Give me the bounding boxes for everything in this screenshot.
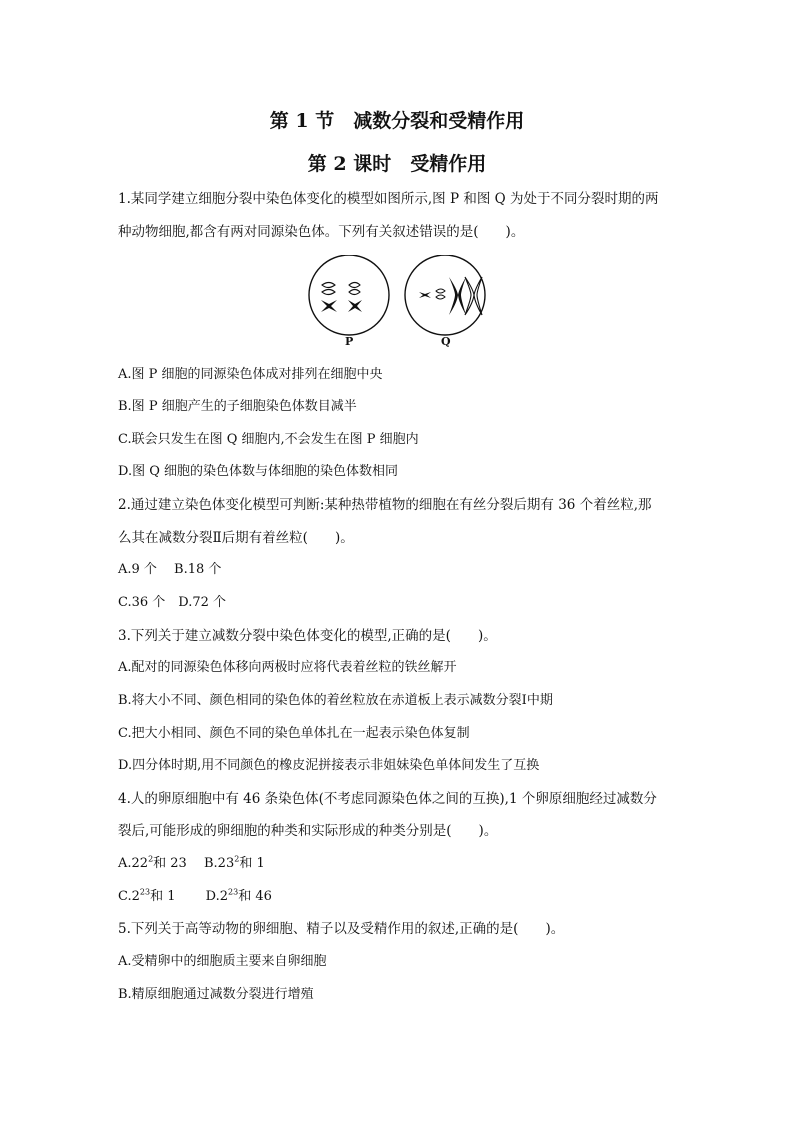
q1-stem-line2: 种动物细胞,都含有两对同源染色体。下列有关叙述错误的是( )。 [118,224,525,240]
q2-stem-line1: 2.通过建立染色体变化模型可判断:某种热带植物的细胞在有丝分裂后期有 36 个着丝粒,那 [118,497,652,513]
q5-stem: 5.下列关于高等动物的卵细胞、精子以及受精作用的叙述,正确的是( )。 [118,921,565,937]
q3-option-b: B.将大小不同、颜色相同的染色体的着丝粒放在赤道板上表示减数分裂Ⅰ中期 [118,693,553,708]
cell-figure [0,255,794,355]
q1-option-b: B.图 P 细胞产生的子细胞染色体数目减半 [118,399,357,414]
q1-option-a: A.图 P 细胞的同源染色体成对排列在细胞中央 [118,367,383,382]
q2-stem-line2: 么其在减数分裂Ⅱ后期有着丝粒( )。 [118,530,354,546]
page-subtitle: 第 2 课时 受精作用 [307,153,487,175]
q4-options-ab [118,855,265,873]
q4-option-d: $D.2^{23}$和 46 [205,887,272,904]
q1-option-c: C.联会只发生在图 Q 细胞内,不会发生在图 P 细胞内 [118,432,419,447]
q2-options-ab: A.9 个 B.18 个 [118,562,222,577]
figure-label-q: Q [441,335,451,348]
q4-stem-line1: 4.人的卵原细胞中有 46 条染色体(不考虑同源染色体之间的互换),1 个卵原细胞经过减数分 [118,791,657,807]
q5-option-a: A.受精卵中的细胞质主要来自卵细胞 [118,954,327,969]
q4-stem-line2: 裂后,可能形成的卵细胞的种类和实际形成的种类分别是( )。 [118,823,498,839]
cell-q [405,255,485,335]
q3-option-d: D.四分体时期,用不同颜色的橡皮泥拼接表示非姐妹染色单体间发生了互换 [118,758,540,773]
page-title: 第 1 节 减数分裂和受精作用 [269,110,525,132]
q5-option-b: B.精原细胞通过减数分裂进行增殖 [118,987,314,1002]
q3-option-a: A.配对的同源染色体移向两极时应将代表着丝粒的铁丝解开 [118,660,457,675]
q4-options-cd [118,888,272,906]
q1-option-d: D.图 Q 细胞的染色体数与体细胞的染色体数相同 [118,464,399,479]
q4-option-c: $C.2^{23}$和 1 [118,887,202,904]
q3-option-c: C.把大小相同、颜色不同的染色单体扎在一起表示染色体复制 [118,726,470,741]
q2-options-cd: C.36 个 D.72 个 [118,595,227,610]
q1-stem-line1: 1.某同学建立细胞分裂中染色体变化的模型如图所示,图 P 和图 Q 为处于不同分裂时期的两 [118,191,659,207]
q4-option-a: $A.22^2$和 23 [118,854,200,871]
cell-p [309,255,389,335]
figure-label-p: P [345,335,354,348]
q4-option-b: $B.23^2$和 1 [203,854,265,871]
q3-stem: 3.下列关于建立减数分裂中染色体变化的模型,正确的是( )。 [118,628,497,644]
